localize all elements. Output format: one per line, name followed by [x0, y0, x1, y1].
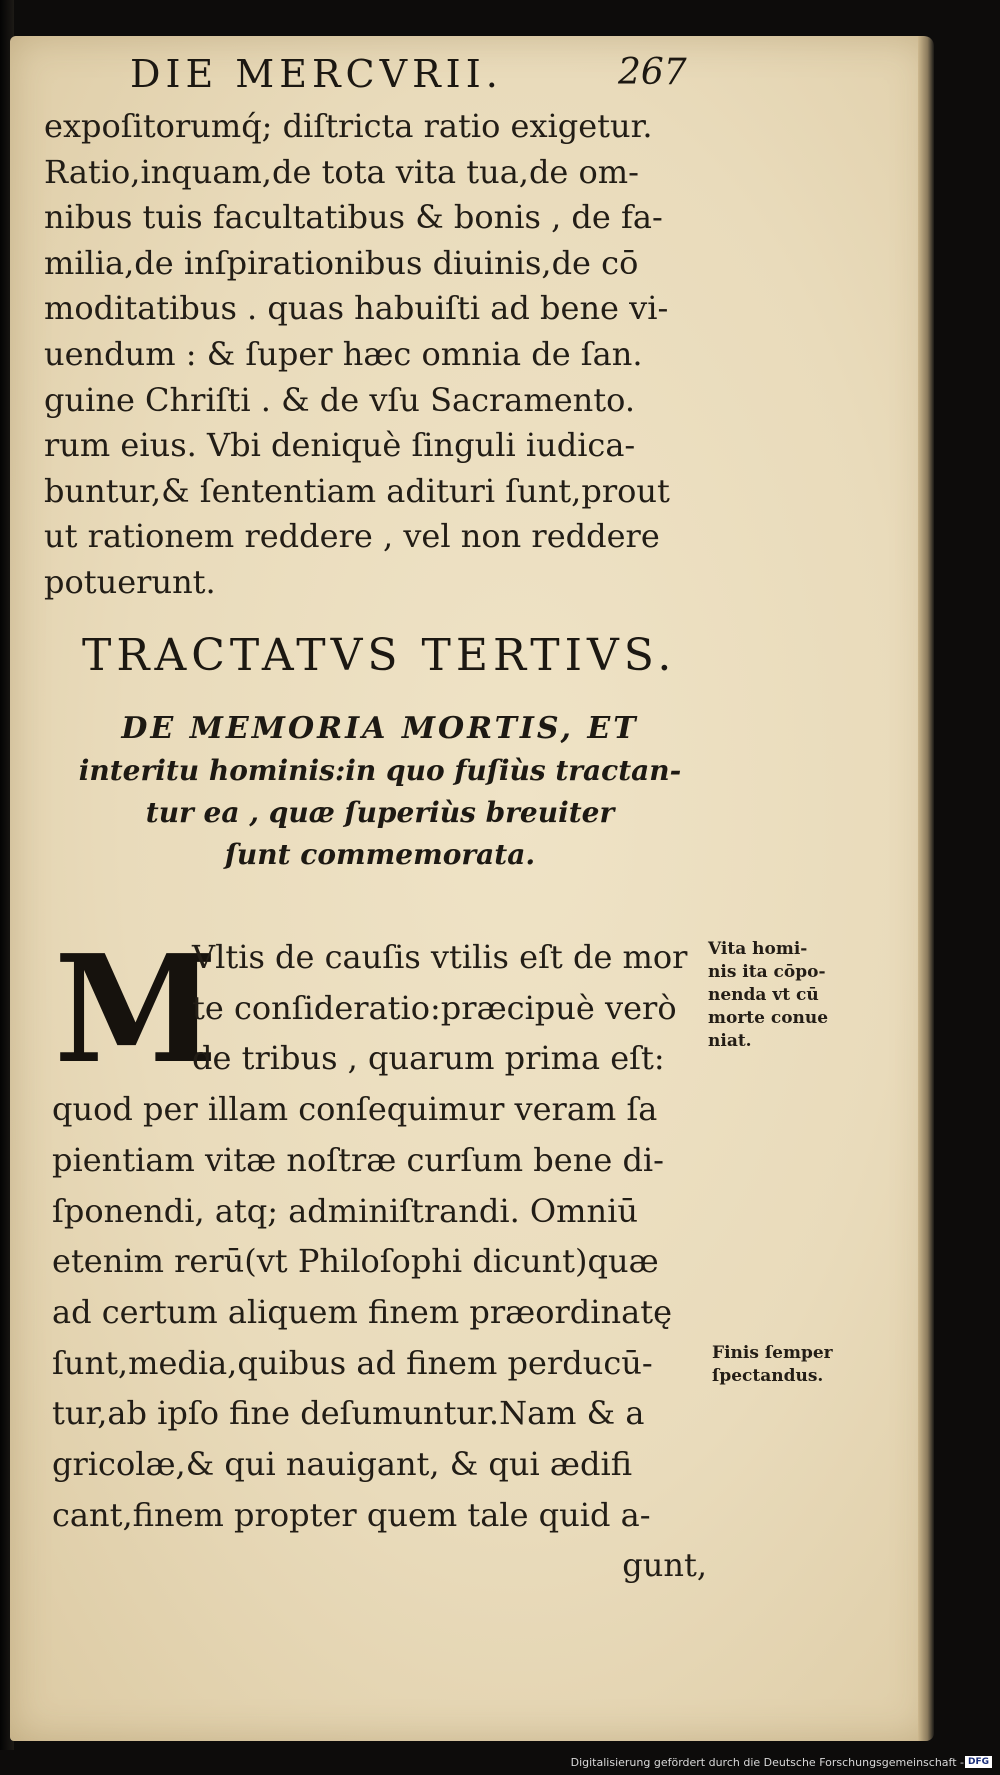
subtitle-line: ſunt commemorata. [224, 838, 536, 871]
subtitle-line: DE MEMORIA MORTIS, ET [121, 711, 639, 746]
page-edge [918, 36, 934, 1741]
funding-credit: Digitalisierung gefördert durch die Deutsche Forschungsgemeinschaft - [570, 1756, 964, 1769]
marginal-note [712, 1342, 833, 1388]
text-line: gricolæ,& qui nauigant, & qui ædifi [52, 1445, 633, 1484]
drop-cap: M [54, 922, 218, 1096]
page-number: 267 [618, 52, 687, 93]
subtitle-line: tur ea , quæ ſuperiùs breuiter [145, 796, 615, 829]
subtitle-line: interitu hominis:in quo fuſiùs tractan- [78, 754, 682, 787]
marginal-note-line: Vita homi- [708, 939, 808, 959]
marginal-note-line: Finis ſemper [712, 1343, 833, 1363]
text-line: tur,ab ipſo fine deſumuntur.Nam & a [52, 1394, 645, 1433]
section-subtitle [40, 708, 720, 876]
marginal-note-line: morte conue [708, 1008, 829, 1028]
dfg-logo: DFG [965, 1756, 992, 1768]
section-heading: TRACTATVS TERTIVS. [82, 630, 677, 681]
text-line: etenim rerū(vt Philoſophi dicunt)quæ [52, 1242, 659, 1281]
text-line: de tribus , quarum prima eſt: [192, 1039, 665, 1078]
marginal-note-line: nenda vt cū [708, 985, 819, 1005]
text-line: quod per illam conſequimur veram ſa [52, 1090, 658, 1129]
marginal-note-line: niat. [708, 1031, 752, 1051]
text-line: guine Chriſti . & de vſu Sacramento. [44, 380, 635, 419]
text-line: buntur,& ſententiam adituri ſunt,prout [44, 471, 670, 510]
text-line: ut rationem reddere , vel non reddere [44, 517, 660, 556]
text-line: te conſideratio:præcipuè verò [192, 988, 677, 1027]
chapter-text [52, 922, 707, 1591]
text-line: rum eius. Vbi deniquè ſinguli iudica- [44, 426, 636, 465]
marginal-note-line: nis ita cōpo- [708, 962, 826, 982]
text-line: milia,de inſpirationibus diuinis,de cō [44, 243, 639, 282]
text-line: cant,finem propter quem tale quid a- [52, 1495, 651, 1534]
text-line: ſunt,media,quibus ad finem perducū- [52, 1343, 653, 1382]
marginal-note [708, 938, 828, 1053]
text-line: moditatibus . quas habuiſti ad bene vi- [44, 289, 669, 328]
catchword: gunt, [622, 1546, 707, 1585]
text-line: ad certum aliquem finem præordinatę [52, 1292, 672, 1331]
text-line: ſponendi, atq; adminiſtrandi. Omniū [52, 1191, 638, 1230]
body-text [44, 104, 734, 606]
text-line: Vltis de cauſis vtilis eſt de mor [192, 938, 688, 976]
running-head: DIE MERCVRII. [130, 52, 503, 96]
text-line: expoſitorumq́; diſtricta ratio exigetur. [44, 107, 653, 145]
text-line: Ratio,inquam,de tota vita tua,de om- [44, 152, 639, 191]
text-line: uendum : & ſuper hæc omnia de ſan. [44, 334, 643, 373]
marginal-note-line: ſpectandus. [712, 1366, 824, 1386]
text-line: potuerunt. [44, 562, 216, 601]
text-line: nibus tuis facultatibus & bonis , de fa- [44, 198, 663, 237]
text-line: pientiam vitæ noſtræ curſum bene di- [52, 1140, 664, 1179]
